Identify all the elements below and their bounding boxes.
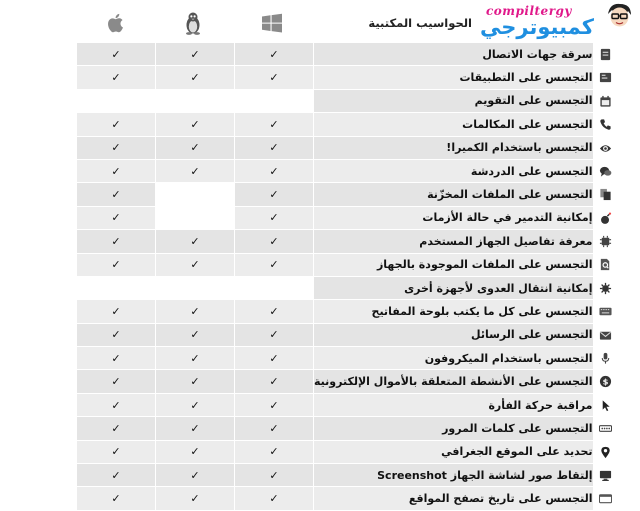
row-icon-cell	[593, 159, 618, 182]
row-icon-cell	[593, 253, 618, 276]
table-row	[77, 136, 619, 159]
mac-cell: ✓	[77, 113, 156, 136]
linux-cell: ✓	[156, 347, 235, 370]
files-copy-icon	[599, 188, 612, 201]
table-row	[77, 300, 619, 323]
row-icon-cell	[593, 66, 618, 89]
mac-cell	[77, 276, 156, 299]
windows-cell: ✓	[235, 370, 314, 393]
row-icon-cell	[593, 43, 618, 66]
linux-cell: ✓	[156, 159, 235, 182]
svg-text:$: $	[602, 376, 609, 387]
windows-cell	[235, 276, 314, 299]
row-icon-cell	[593, 276, 618, 299]
mac-cell: ✓	[77, 323, 156, 346]
linux-tux-icon	[180, 10, 206, 36]
location-pin-icon	[599, 446, 612, 459]
feature-label: التجسس باستخدام الميكروفون	[314, 347, 594, 370]
linux-cell: ✓	[156, 393, 235, 416]
row-icon-cell	[593, 464, 618, 487]
table-row	[77, 393, 619, 416]
row-icon-cell	[593, 113, 618, 136]
chip-icon	[599, 235, 612, 248]
row-icon-cell	[593, 230, 618, 253]
chat-icon	[599, 165, 612, 178]
table-row	[77, 43, 619, 66]
windows-cell: ✓	[235, 253, 314, 276]
row-icon-cell	[593, 417, 618, 440]
mac-cell: ✓	[77, 487, 156, 510]
mac-cell: ✓	[77, 159, 156, 182]
windows-cell: ✓	[235, 487, 314, 510]
row-icon-cell	[593, 206, 618, 229]
row-icon-cell	[593, 323, 618, 346]
linux-cell: ✓	[156, 136, 235, 159]
logo-arabic-text: كمبيوترجي	[480, 15, 594, 39]
feature-label: التجسس على الملفات المخزّنة	[314, 183, 594, 206]
feature-label: تحديد على الموقع الجغرافي	[314, 440, 594, 463]
linux-cell: ✓	[156, 417, 235, 440]
feature-comparison-table	[76, 42, 619, 511]
table-row	[77, 440, 619, 463]
table-header	[0, 0, 640, 42]
mac-cell: ✓	[77, 417, 156, 440]
linux-cell: ✓	[156, 487, 235, 510]
table-row	[77, 347, 619, 370]
feature-label: التجسس على الرسائل	[314, 323, 594, 346]
row-icon-cell	[593, 183, 618, 206]
table-row	[77, 89, 619, 112]
row-icon-cell	[593, 347, 618, 370]
table-row	[77, 487, 619, 510]
mac-cell: ✓	[77, 253, 156, 276]
file-search-icon	[599, 258, 612, 271]
linux-cell	[156, 206, 235, 229]
feature-label: التجسس على المكالمات	[314, 113, 594, 136]
contacts-book-icon	[599, 48, 612, 61]
windows-cell: ✓	[235, 159, 314, 182]
table-row	[77, 230, 619, 253]
bomb-icon	[599, 212, 612, 225]
row-icon-cell	[593, 370, 618, 393]
linux-cell: ✓	[156, 230, 235, 253]
mac-cell: ✓	[77, 440, 156, 463]
phone-icon	[599, 118, 612, 131]
eye-icon	[599, 142, 612, 155]
windows-cell: ✓	[235, 440, 314, 463]
windows-cell: ✓	[235, 323, 314, 346]
windows-cell: ✓	[235, 113, 314, 136]
monitor-icon	[599, 469, 612, 482]
windows-cell: ✓	[235, 183, 314, 206]
mac-cell: ✓	[77, 393, 156, 416]
mac-cell	[77, 89, 156, 112]
calendar-icon	[599, 95, 612, 108]
row-icon-cell	[593, 136, 618, 159]
linux-cell: ✓	[156, 300, 235, 323]
virus-icon	[599, 282, 612, 295]
feature-label: التجسس على تاريخ تصفح المواقع	[314, 487, 594, 510]
windows-cell: ✓	[235, 136, 314, 159]
mac-cell: ✓	[77, 136, 156, 159]
browser-icon	[599, 492, 612, 505]
linux-cell: ✓	[156, 66, 235, 89]
mac-cell: ✓	[77, 66, 156, 89]
mac-cell: ✓	[77, 347, 156, 370]
microphone-icon	[599, 352, 612, 365]
windows-cell: ✓	[235, 464, 314, 487]
mac-cell: ✓	[77, 464, 156, 487]
windows-icon	[259, 10, 285, 36]
column-title: الحواسيب المكتبية	[368, 16, 472, 30]
feature-label: إلتقاط صور لشاشة الجهاز Screenshot	[314, 464, 594, 487]
envelope-icon	[599, 329, 612, 342]
table-row	[77, 276, 619, 299]
apps-icon	[599, 71, 612, 84]
linux-cell: ✓	[156, 440, 235, 463]
mac-cell: ✓	[77, 206, 156, 229]
table-row	[77, 206, 619, 229]
linux-cell: ✓	[156, 464, 235, 487]
feature-label: التجسس باستخدام الكميرا!	[314, 136, 594, 159]
linux-cell	[156, 183, 235, 206]
logo-latin-text: compiltergy	[486, 4, 572, 18]
linux-cell	[156, 276, 235, 299]
linux-cell: ✓	[156, 43, 235, 66]
windows-cell: ✓	[235, 300, 314, 323]
row-icon-cell	[593, 440, 618, 463]
site-logo	[480, 2, 636, 44]
feature-label: معرفة تفاصيل الجهاز المستخدم	[314, 230, 594, 253]
feature-label: إمكانية انتقال العدوى لأجهزة أخرى	[314, 276, 594, 299]
linux-cell: ✓	[156, 323, 235, 346]
feature-label: التجسس على الدردشة	[314, 159, 594, 182]
table-row	[77, 417, 619, 440]
mac-cell: ✓	[77, 43, 156, 66]
password-icon	[599, 422, 612, 435]
feature-label: التجسس على التقويم	[314, 89, 594, 112]
apple-icon	[103, 10, 129, 36]
feature-label: التجسس على التطبيقات	[314, 66, 594, 89]
feature-label: مراقبة حركة الفأرة	[314, 393, 594, 416]
cursor-icon	[599, 399, 612, 412]
mac-cell: ✓	[77, 183, 156, 206]
linux-cell: ✓	[156, 113, 235, 136]
table-row	[77, 183, 619, 206]
feature-label: إمكانية التدمير في حالة الأزمات	[314, 206, 594, 229]
row-icon-cell	[593, 89, 618, 112]
windows-cell: ✓	[235, 206, 314, 229]
windows-cell	[235, 89, 314, 112]
windows-cell: ✓	[235, 347, 314, 370]
row-icon-cell	[593, 393, 618, 416]
windows-cell: ✓	[235, 393, 314, 416]
windows-cell: ✓	[235, 43, 314, 66]
table-row	[77, 253, 619, 276]
table-row	[77, 66, 619, 89]
feature-label: سرقة جهات الاتصال	[314, 43, 594, 66]
row-icon-cell	[593, 300, 618, 323]
feature-label: التجسس على الملفات الموجودة بالجهاز	[314, 253, 594, 276]
row-icon-cell	[593, 487, 618, 510]
feature-label: التجسس على كلمات المرور	[314, 417, 594, 440]
table-row	[77, 323, 619, 346]
table-row	[77, 370, 619, 393]
feature-label: التجسس على الأنشطة المتعلقة بالأموال الإلكترونية	[314, 370, 594, 393]
logo-avatar-icon	[604, 2, 634, 30]
mac-cell: ✓	[77, 300, 156, 323]
linux-cell: ✓	[156, 370, 235, 393]
keyboard-icon	[599, 305, 612, 318]
feature-label: التجسس على كل ما يكتب بلوحة المفاتيح	[314, 300, 594, 323]
table-row	[77, 159, 619, 182]
windows-cell: ✓	[235, 230, 314, 253]
mac-cell: ✓	[77, 230, 156, 253]
mac-cell: ✓	[77, 370, 156, 393]
windows-cell: ✓	[235, 66, 314, 89]
windows-cell: ✓	[235, 417, 314, 440]
dollar-icon	[599, 375, 612, 388]
table-row	[77, 113, 619, 136]
table-row	[77, 464, 619, 487]
linux-cell: ✓	[156, 253, 235, 276]
linux-cell	[156, 89, 235, 112]
